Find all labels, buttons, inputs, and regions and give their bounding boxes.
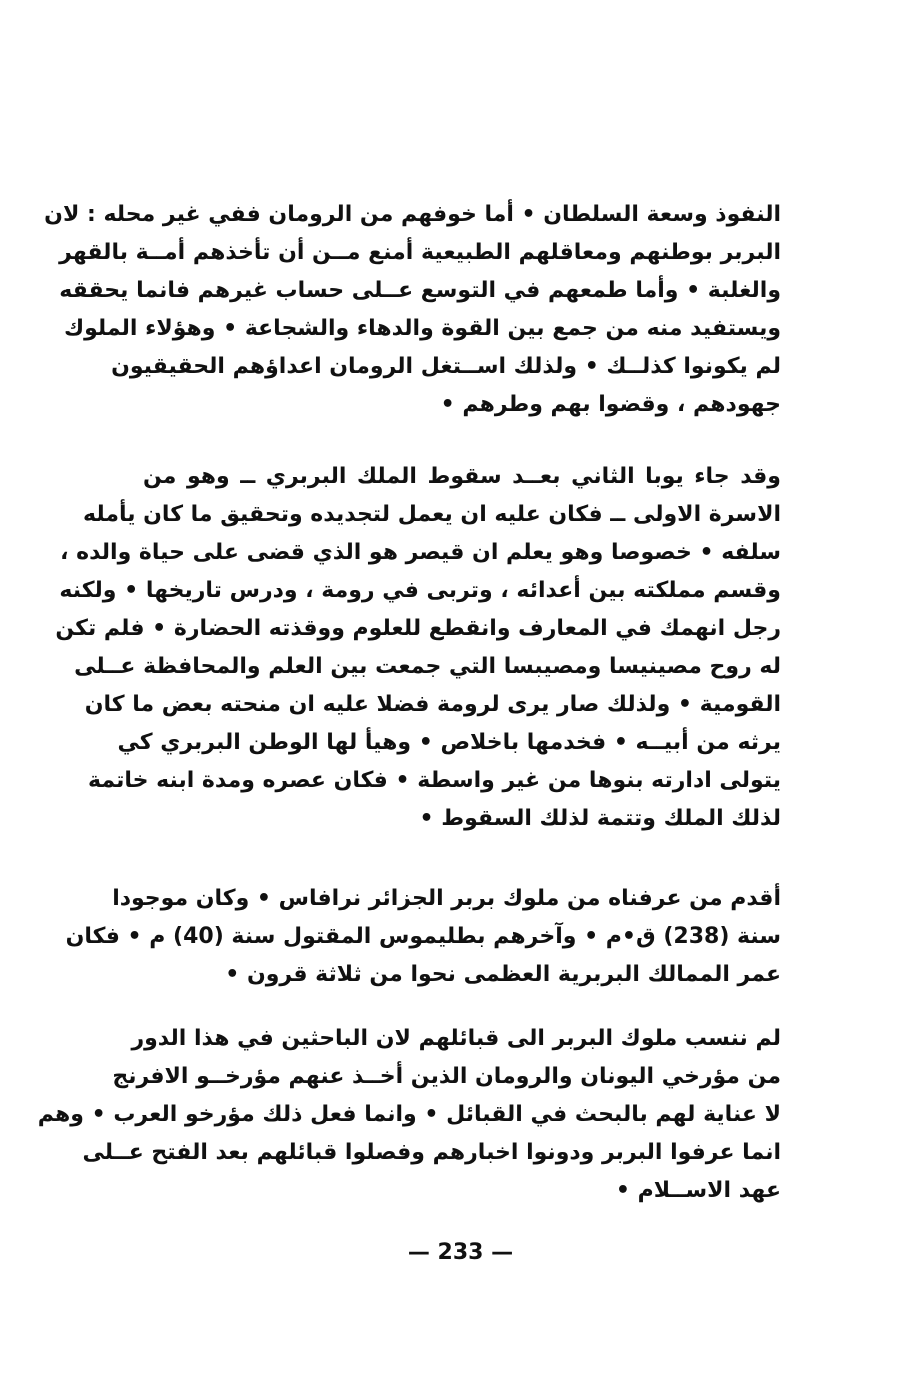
text-line: سلفه • خصوصا وهو يعلم ان قيصر هو الذي قضى على حياة والده ، xyxy=(60,540,781,565)
text-line: أقدم من عرفناه من ملوك بربر الجزائر نرافاس • وكان موجودا xyxy=(112,886,781,911)
text-line: رجل انهمك في المعارف وانقطع للعلوم ووقذته الحضارة • فلم تكن xyxy=(55,616,781,641)
paragraph-3 xyxy=(65,880,781,994)
text-line: النفوذ وسعة السلطان • أما خوفهم من الرومان ففي غير محله : لان xyxy=(44,202,781,227)
text-line: وقد جاء يوبا الثاني بعــد سقوط الملك البربري ــ وهو من xyxy=(143,464,781,489)
page-number: — 233 — xyxy=(407,1240,514,1265)
text-line: لم ننسب ملوك البربر الى قبائلهم لان الباحثين في هذا الدور xyxy=(131,1026,781,1051)
text-line: وقسم مملكته بين أعدائه ، وتربى في رومة ، ودرس تاريخها • ولكنه xyxy=(59,578,781,603)
text-line: والغلبة • وأما طمعهم في التوسع عــلى حساب غيرهم فانما يحققه xyxy=(59,278,781,303)
text-line: الاسرة الاولى ــ فكان عليه ان يعمل لتجديده وتحقيق ما كان يأمله xyxy=(83,502,781,527)
text-line: سنة (238) ق•م • وآخرهم بطليموس المقتول سنة (40) م • فكان xyxy=(65,924,781,949)
text-line: لم يكونوا كذلــك • ولذلك اســتغل الرومان اعداؤهم الحقيقيون xyxy=(111,354,781,379)
text-line: جهودهم ، وقضوا بهم وطرهم • xyxy=(440,392,781,417)
text-line: ويستفيد منه من جمع بين القوة والدهاء والشجاعة • وهؤلاء الملوك xyxy=(63,316,781,341)
text-line: من مؤرخي اليونان والرومان الذين أخــذ عنهم مؤرخــو الافرنج xyxy=(112,1064,781,1089)
text-line: يرثه من أبيــه • فخدمها باخلاص • وهيأ لها الوطن البربري كي xyxy=(117,730,781,755)
text-line: انما عرفوا البربر ودونوا اخبارهم وفصلوا قبائلهم بعد الفتح عــلى xyxy=(82,1140,781,1165)
text-line: لذلك الملك وتتمة لذلك السقوط • xyxy=(419,806,781,831)
text-line: لا عناية لهم بالبحث في القبائل • وانما فعل ذلك مؤرخو العرب • وهم xyxy=(37,1102,781,1127)
text-line: القومية • ولذلك صار يرى لرومة فضلا عليه ان منحته بعض ما كان xyxy=(84,692,781,717)
paragraph-1 xyxy=(44,196,781,424)
text-line: البربر بوطنهم ومعاقلهم الطبيعية أمنع مــن أن تأخذهم أمــة بالقهر xyxy=(59,240,781,265)
text-line: عمر الممالك البربرية العظمى نحوا من ثلاثة قرون • xyxy=(225,962,781,987)
text-line: له روح مصينيسا ومصيبسا التي جمعت بين العلم والمحافظة عــلى xyxy=(74,654,781,679)
text-line: يتولى ادارته بنوها من غير واسطة • فكان عصره ومدة ابنه خاتمة xyxy=(88,768,781,793)
paragraph-4 xyxy=(37,1020,781,1210)
text-line: عهد الاســلام • xyxy=(615,1178,781,1203)
paragraph-2 xyxy=(55,458,781,838)
